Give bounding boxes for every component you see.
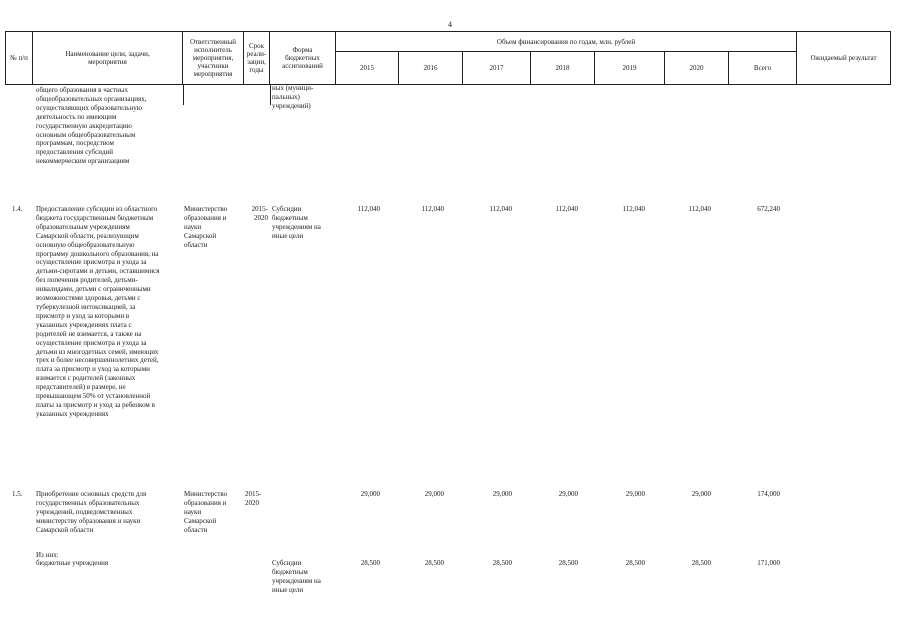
subrow-form: Субсидии бюджетным учреждениям на иные цели <box>272 559 321 594</box>
value-2017: 112,040 <box>489 205 512 213</box>
subrow-of-which: Из них: <box>36 551 59 559</box>
header-period: Срок реали- зации, годы <box>244 32 270 85</box>
header-year: 2018 <box>531 52 595 85</box>
value-2020: 28,500 <box>691 559 711 567</box>
row-form: Субсидии бюджетным учреждениям на иные цели <box>272 205 321 240</box>
header-form: Форма бюджетных ассигнований <box>270 32 336 85</box>
value-2016: 29,000 <box>424 490 444 498</box>
header-year: 2017 <box>463 52 531 85</box>
value-2020: 112,040 <box>688 205 711 213</box>
value-2015: 28,500 <box>360 559 380 567</box>
row-number: 1.4. <box>12 205 23 213</box>
value-2018: 28,500 <box>558 559 578 567</box>
row-responsible: Министерство образования и науки Самарской области <box>184 205 228 249</box>
header-year: 2020 <box>665 52 729 85</box>
value-total: 171,000 <box>757 559 780 567</box>
header-funding: Объем финансирования по годам, млн. рублей <box>336 32 797 52</box>
row-name: Предоставление субсидии из областного бюджета государственным бюджетным образовательным учреждениям Самарской области, реализующим основную общеобразовательную программу дошкольного образования, на осуществление присмотра и ухода за детьми-сиротами и детьми, оставшимися без попечения родителей, детьми- инвалидами, детьми с ограниченными возможностями здоровья, детьми с туберкулезной интоксикацией, за присмотр и уход за которыми в указанных учреждениях плата с родителей не взимается, а также на осуществление присмотра и ухода за детьми из многодетных семей, имеющих трех и более несовершеннолетних детей, плата за присмотр и уход за которыми взимается с родителей (законных представителей) в размере, не превышающем 50% от установленной платы за присмотр и уход за ребенком в указанных учреждениях <box>36 205 160 418</box>
header-name: Наименование цели, задачи, мероприятия <box>33 32 183 85</box>
value-2019: 112,040 <box>622 205 645 213</box>
value-2018: 112,040 <box>555 205 578 213</box>
header-year: 2019 <box>595 52 665 85</box>
row-period: 2015- 2020 <box>251 205 268 222</box>
subrow-name: бюджетные учреждения <box>36 559 109 567</box>
column-divider <box>183 85 184 105</box>
value-2015: 29,000 <box>360 490 380 498</box>
header-result: Ожидаемый результат <box>797 32 891 85</box>
continuation-name: общего образования в частных общеобразовательных организациях, осуществляющих образовательную деятельность по имеющим государственную аккредитацию основным общеобразовательным программам, посредством предоставления субсидий некоммерческим организациям <box>36 86 147 166</box>
value-2017: 28,500 <box>492 559 512 567</box>
value-2016: 112,040 <box>421 205 444 213</box>
header-total: Всего <box>729 52 797 85</box>
column-divider <box>270 85 271 105</box>
value-2016: 28,500 <box>424 559 444 567</box>
header-num: № п/п <box>6 32 33 85</box>
row-period: 2015- 2020 <box>245 490 262 507</box>
value-total: 174,000 <box>757 490 780 498</box>
page-number: 4 <box>448 20 452 29</box>
header-responsible: Ответственный исполнитель мероприятия, участники мероприятия <box>183 32 244 85</box>
row-name: Приобретение основных средств для государственных образовательных учреждений, подведомственных министерству образования и науки Самарской области <box>36 490 147 534</box>
value-2015: 112,040 <box>357 205 380 213</box>
value-2020: 29,000 <box>691 490 711 498</box>
continuation-form: ных (муници- пальных) учреждений) <box>272 84 314 110</box>
value-total: 672,240 <box>757 205 780 213</box>
value-2019: 28,500 <box>625 559 645 567</box>
header-year: 2016 <box>399 52 463 85</box>
value-2018: 29,000 <box>558 490 578 498</box>
value-2019: 29,000 <box>625 490 645 498</box>
table-header <box>5 31 891 85</box>
value-2017: 29,000 <box>492 490 512 498</box>
header-year: 2015 <box>336 52 399 85</box>
row-number: 1.5. <box>12 490 23 498</box>
row-responsible: Министерство образования и науки Самарской области <box>184 490 228 534</box>
